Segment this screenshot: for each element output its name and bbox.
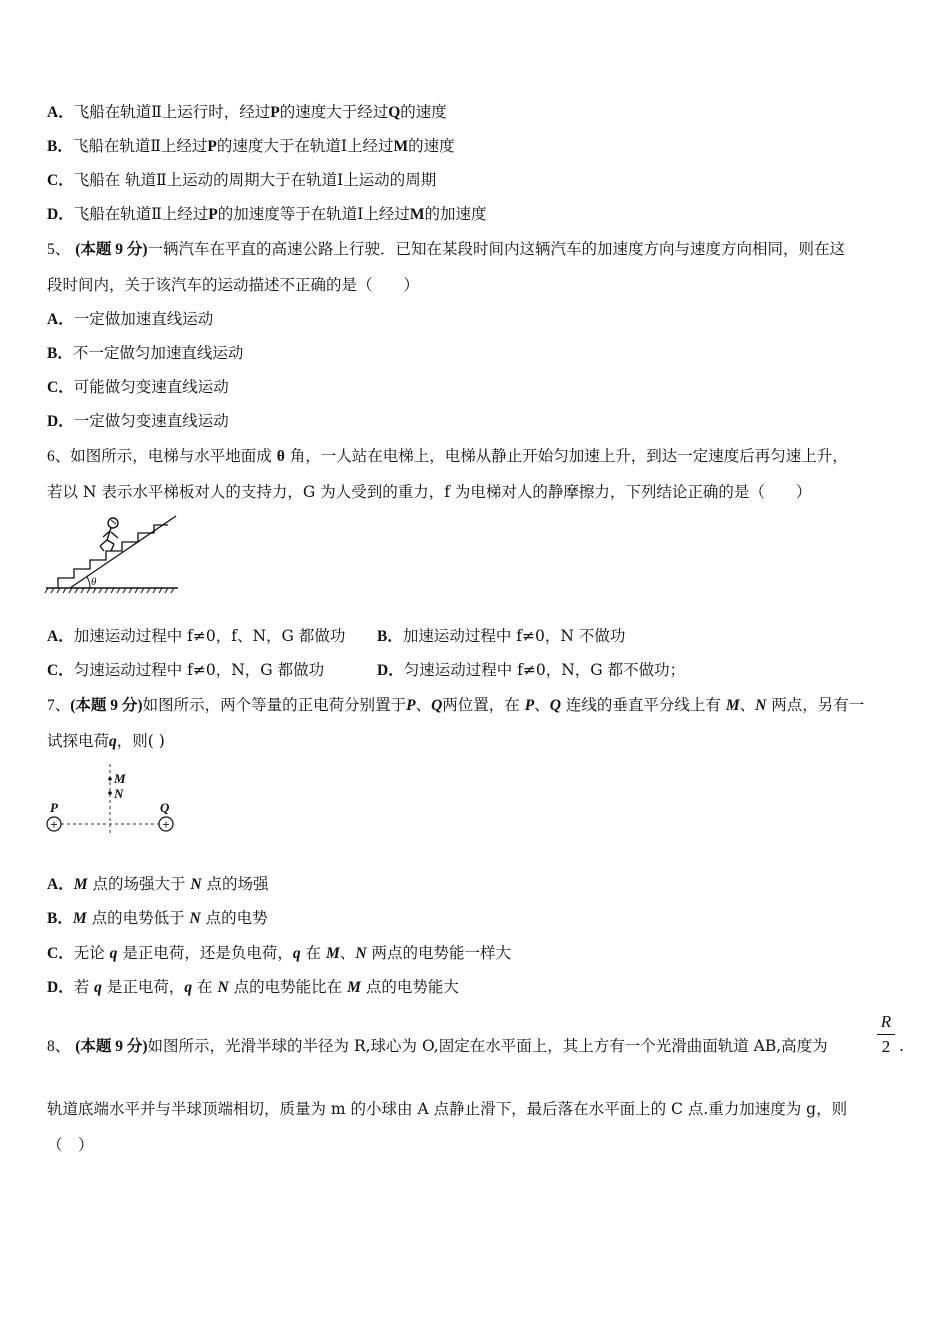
q6-option-c: C．匀速运动过程中 f≠0，N，G 都做功 [47, 661, 325, 679]
q4-option-a: A．飞船在轨道Ⅱ上运行时，经过P的速度大于经过Q的速度 [47, 103, 447, 121]
q5-stem-line1: 5、 (本题 9 分)一辆汽车在平直的高速公路上行驶．已知在某段时间内这辆汽车的加速度方向与速度方向相同，则在这 [47, 240, 846, 258]
label-p: P [50, 800, 58, 815]
q6-options-row1 [47, 626, 345, 647]
q5-stem-line2: 段时间内，关于该汽车的运动描述不正确的是（ ） [47, 276, 420, 294]
point-m [108, 777, 112, 781]
q4-option-d: D．飞船在轨道Ⅱ上经过P的加速度等于在轨道Ⅰ上经过M的加速度 [47, 205, 487, 223]
q5-option-a: A．一定做加速直线运动 [47, 310, 214, 328]
label-q: Q [160, 800, 170, 815]
q8-stem-line1: 8、 (本题 9 分)如图所示，光滑半球的半径为 R,球心为 O,固定在水平面上，其上方有一个光滑曲面轨道 AB,高度为 [47, 1037, 828, 1055]
q4-option-c: C．飞船在 轨道Ⅱ上运动的周期大于在轨道Ⅰ上运动的周期 [47, 171, 437, 189]
q6-option-a: A．加速运动过程中 f≠0，f、N，G 都做功 [47, 627, 346, 645]
fraction-r-over-2: R 2 [877, 1012, 895, 1057]
q6-stem-line2: 若以 N 表示水平梯板对人的支持力，G 为人受到的重力，f 为电梯对人的静摩擦力，下列结论正确的是（ ） [47, 483, 812, 501]
svg-text:+: + [50, 817, 58, 832]
person-icon [100, 518, 118, 551]
theta-label: θ [91, 576, 97, 588]
charge-q [159, 817, 173, 832]
q8-line1-period: . [899, 1037, 904, 1055]
charges-figure [44, 762, 184, 838]
q7-option-a: A．M 点的场强大于 N 点的场强 [47, 875, 269, 893]
q8-stem-line2: 轨道底端水平并与半球顶端相切，质量为 m 的小球由 A 点静止滑下，最后落在水平面上的 C 点.重力加速度为 g，则 [47, 1100, 848, 1118]
q8-stem-line3: （ ） [47, 1136, 94, 1154]
q4-option-b: B．飞船在轨道Ⅱ上经过P的速度大于在轨道Ⅰ上经过M的速度 [47, 137, 455, 155]
q7-stem-line1: 7、(本题 9 分)如图所示，两个等量的正电荷分别置于P、Q两位置，在 P、Q 连线的垂直平分线上有 M、N 两点，另有一 [47, 696, 865, 714]
q5-option-d: D．一定做匀变速直线运动 [47, 412, 229, 430]
q7-option-c: C．无论 q 是正电荷，还是负电荷，q 在 M、N 两点的电势能一样大 [47, 944, 511, 962]
label-n: N [114, 786, 124, 801]
q6-option-b: B．加速运动过程中 f≠0，N 不做功 [377, 627, 626, 645]
q6-option-d: D．匀速运动过程中 f≠0，N，G 都不做功； [377, 661, 686, 679]
q7-option-b: B．M 点的电势低于 N 点的电势 [47, 909, 268, 927]
charge-p [47, 817, 61, 832]
label-m: M [114, 771, 126, 786]
q7-option-d: D．若 q 是正电荷，q 在 N 点的电势能比在 M 点的电势能大 [47, 978, 459, 996]
point-n [108, 791, 112, 795]
svg-text:+: + [162, 817, 170, 832]
q6-stem-line1: 6、如图所示，电梯与水平地面成 θ 角，一人站在电梯上，电梯从静止开始匀加速上升，到达一定速度后再匀速上升， [47, 447, 848, 465]
q5-option-c: C．可能做匀变速直线运动 [47, 378, 229, 396]
q7-stem-line2: 试探电荷q，则( ) [47, 732, 165, 750]
q5-option-b: B．不一定做匀加速直线运动 [47, 344, 244, 362]
escalator-figure [44, 512, 184, 596]
